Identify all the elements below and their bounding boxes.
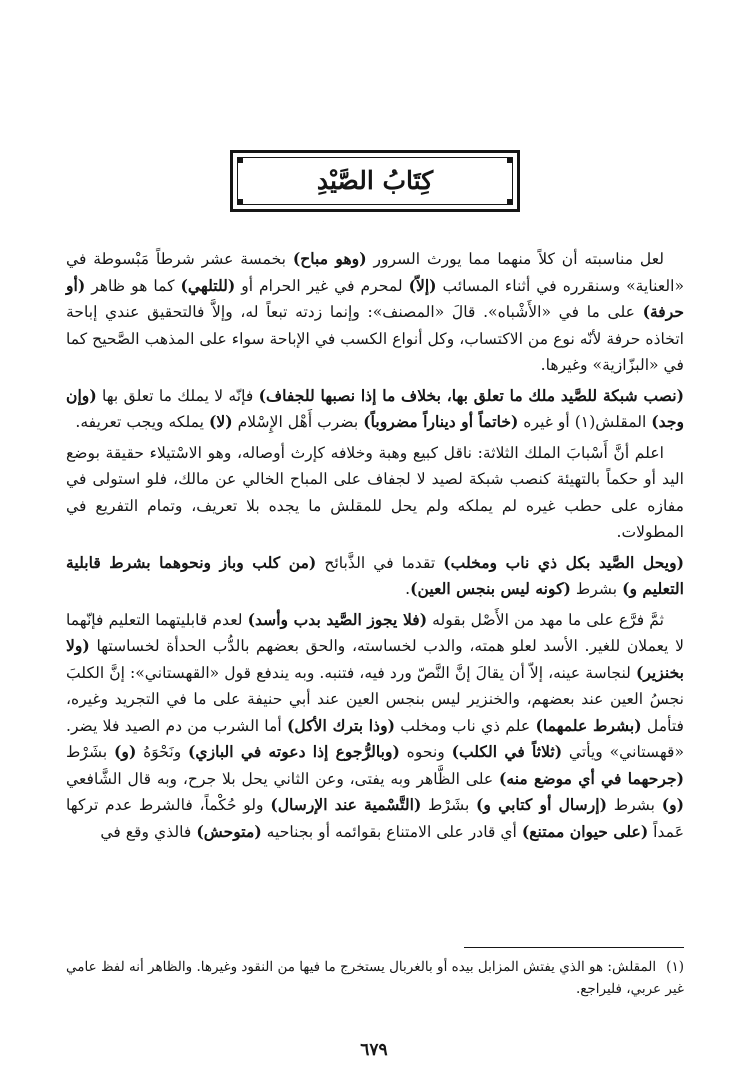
commentary-text: كما هو ظاهر	[85, 276, 181, 295]
commentary-text: فالذي وقع في	[100, 822, 197, 841]
bold-matn-text: (وإن وجد)	[66, 385, 684, 431]
bold-matn-text: (بشرط علمهما)	[535, 715, 642, 735]
chapter-title-frame	[230, 150, 520, 212]
bold-matn-text: (جرحهما في أي موضع منه)	[498, 768, 684, 788]
bold-matn-text: (نصب شبكة للصَّيد ملك ما تعلق بها، بخلاف ما إذا نصبها للجفاف)	[258, 385, 685, 405]
bold-matn-text: (وبالرُّجوع إذا دعوته في البازي)	[187, 742, 400, 761]
paragraph-p2	[66, 383, 684, 436]
commentary-text: المقلش(١) أو غيره	[518, 413, 652, 431]
commentary-text: علم ذي ناب ومخلب	[394, 716, 536, 735]
bold-matn-text: (وهو مباح)	[292, 249, 367, 268]
commentary-text: بضرب أَهْل الإِسْلام	[232, 413, 364, 431]
bold-matn-text: (لا)	[208, 412, 233, 431]
bold-matn-text: (كونه ليس بنجس العين)	[410, 579, 571, 598]
frame-corner	[237, 199, 243, 205]
commentary-text: اعلم أنَّ أَسْبابَ الملك الثلاثة: ناقل كبيع وهبة وخلافه كإرث أوصاله، وهو الاسْتيلاء حقيقة بوضع اليد أو حكماً بالتهيئة كنصب شبكة لصيد لا لجفاف على المباح الخالي عن مالك، فلو استولى في مفازه على حطب غيره لم يملكه ولم يحل للمقلش ما يجده بلا تعريف، وتمام التفريع في المطولات.	[66, 443, 684, 541]
commentary-text: يملكه ويجب تعريفه.	[75, 413, 209, 431]
bold-matn-text: (على حيوان ممتنع)	[521, 821, 649, 841]
commentary-text: تقدما في الذَّبائح	[316, 553, 444, 572]
commentary-text: ونحوه	[399, 743, 452, 761]
commentary-text: على ما في «الأَشْباه». قالَ «المصنف»: وإنما زدته تبعاً له، وإلاَّ فالتحقيق عندي إباحة اتخاذه حرفة لأنّه نوع من الاكتساب، وكل أنواع الكسب في الإباحة سواء على المذهب الصَّحيح كما في «البزّازية» وغيرها.	[66, 303, 684, 374]
commentary-text: ونَحْوَهُ	[136, 743, 188, 761]
footnote-separator	[464, 947, 684, 948]
main-text	[66, 246, 684, 849]
commentary-text: فإنّه لا يملك ما تعلق بها	[96, 386, 259, 405]
commentary-text: بشَرْط	[66, 743, 115, 761]
commentary-text: لعدم قابليتهما التعليم فإنّهما لا يعملان للغير. الأسد لعلو همته، والدب لخساسته، والحق بعضهم بالدُّب الحدأة لخساستها	[66, 610, 684, 655]
paragraph-p4	[66, 550, 684, 603]
bold-matn-text: (ولا بخنزير)	[66, 636, 684, 682]
commentary-text: ثمَّ فرَّع على ما مهد من الأَصْل بقوله	[427, 610, 664, 629]
bold-matn-text: (إلاّ)	[408, 275, 437, 295]
bold-matn-text: (خاتماً أو ديناراً مضروباً)	[363, 412, 519, 431]
commentary-text: على الظَّاهر وبه يفتى، وعن الثاني يحل بلا جرح، وبه قال الشَّافعي	[66, 769, 499, 788]
bold-matn-text: (وذا بترك الأكل)	[287, 715, 395, 735]
paragraph-p3	[66, 440, 684, 546]
commentary-text: بشَرْط	[421, 796, 477, 814]
footnote-number: (١)	[666, 959, 684, 975]
page-number: ٦٧٩	[360, 1040, 388, 1060]
commentary-text: بشرط	[570, 580, 623, 598]
paragraph-p5	[66, 607, 684, 846]
commentary-text: لعل مناسبته أن كلاً منهما مما يورث السرور	[366, 250, 664, 268]
bold-matn-text: (أو حرفة)	[66, 275, 684, 321]
commentary-text: أي قادر على الامتناع بقوائمه أو بجناحيه	[261, 822, 522, 841]
bold-matn-text: (من كلب وباز ونحوهما بشرط قابلية التعليم و)	[66, 552, 684, 598]
bold-matn-text: (و)	[114, 742, 137, 761]
commentary-text: ولو حُكْماً، فالشرط عدم تركها عَمداً	[66, 796, 684, 841]
paragraph-p1	[66, 246, 684, 379]
commentary-text: لمحرم في غير الحرام أو	[235, 276, 409, 295]
bold-matn-text: (ثلاثاً في الكلب)	[451, 742, 563, 761]
frame-corner	[507, 199, 513, 205]
bold-matn-text: (للتلهي)	[180, 275, 236, 295]
bold-matn-text: (ويحل الصَّيد بكل ذي ناب ومخلب)	[443, 552, 685, 572]
commentary-text: بخمسة عشر شرطاً مَبْسوطة في «العناية» وسنقرره في أثناء المسائب	[66, 250, 684, 295]
commentary-text: بشرط	[606, 796, 662, 814]
chapter-title: كِتَابُ الصَّيْدِ	[316, 166, 434, 195]
bold-matn-text: (و)	[661, 795, 684, 814]
bold-matn-text: (متوحش)	[196, 821, 262, 841]
bold-matn-text: (إرسال أو كتابي و)	[476, 795, 607, 814]
commentary-text: أما الشرب من دم الصيد فلا يضر. «قهستاني» ويأتي	[66, 716, 684, 761]
footnote	[66, 956, 684, 1000]
bold-matn-text: (فلا يجوز الصَّيد بدب وأسد)	[247, 609, 428, 629]
commentary-text: لنجاسة عينه، إلاّ أن يقالَ إنَّ النَّصّ ورد فيه، فتنبه. وبه يندفع قول «القهستاني»: إنَّ الكلبَ نجسُ العين عند بعضهم، والخنزير ليس بنجس العين عند أبي حنيفة على ما في التجريد وغيره، فتأمل	[66, 663, 684, 735]
commentary-text: .	[405, 580, 411, 598]
footnote-text: المقلش: هو الذي يفتش المزابل بيده أو بالغربال يستخرج ما فيها من النقود وغيرها. والظاهر أنه لفظ عامي غير عربي، فليراجع.	[66, 959, 684, 997]
bold-matn-text: (التَّسْمية عند الإرسال)	[270, 795, 422, 814]
